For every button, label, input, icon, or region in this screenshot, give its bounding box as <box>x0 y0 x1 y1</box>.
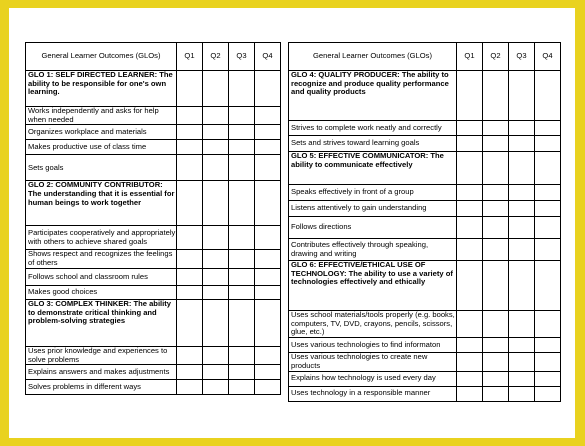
q2-cell[interactable] <box>483 201 509 217</box>
q4-cell[interactable] <box>535 71 561 121</box>
q1-cell[interactable] <box>177 250 203 268</box>
q4-cell[interactable] <box>535 386 561 401</box>
q1-cell[interactable] <box>457 353 483 371</box>
q4-cell[interactable] <box>255 140 281 155</box>
outcome-row <box>289 201 561 217</box>
q2-cell[interactable] <box>483 71 509 121</box>
q4-cell[interactable] <box>535 121 561 136</box>
glo-6-title: GLO 6: EFFECTIVE/ETHICAL USE OF TECHNOLOGY: The ability to use a variety of technologies effectively and ethically <box>289 261 457 311</box>
outcome-label: Participates cooperatively and appropriately with others to achieve shared goals <box>26 226 177 250</box>
q3-cell[interactable] <box>509 201 535 217</box>
q4-cell[interactable] <box>255 71 281 107</box>
q1-cell[interactable] <box>177 140 203 155</box>
outcome-row <box>26 365 281 380</box>
q1-cell[interactable] <box>457 121 483 136</box>
header-row <box>26 43 281 71</box>
header-q1: Q1 <box>177 43 203 71</box>
glo-5-title: GLO 5: EFFECTIVE COMMUNICATOR: The ability to communicate effectively <box>289 152 457 185</box>
outcome-row <box>289 185 561 201</box>
q1-cell[interactable] <box>457 217 483 239</box>
outcome-label: Makes productive use of class time <box>26 140 177 155</box>
q2-cell[interactable] <box>203 285 229 299</box>
outcome-row <box>289 338 561 353</box>
q3-cell[interactable] <box>229 285 255 299</box>
outcome-row <box>26 250 281 268</box>
outcome-row <box>289 353 561 371</box>
outcome-label: Speaks effectively in front of a group <box>289 185 457 201</box>
outcome-row <box>26 140 281 155</box>
q1-cell[interactable] <box>457 185 483 201</box>
q4-cell[interactable] <box>535 185 561 201</box>
header-q3: Q3 <box>229 43 255 71</box>
q4-cell[interactable] <box>255 285 281 299</box>
q1-cell[interactable] <box>457 239 483 261</box>
glo-3-title: GLO 3: COMPLEX THINKER: The ability to demonstrate critical thinking and problem-solving strategies <box>26 299 177 346</box>
q2-cell[interactable] <box>483 121 509 136</box>
q1-cell[interactable] <box>177 346 203 364</box>
outcome-row <box>26 107 281 125</box>
q3-cell[interactable] <box>229 268 255 285</box>
q4-cell[interactable] <box>535 371 561 386</box>
q3-cell[interactable] <box>229 140 255 155</box>
q1-cell[interactable] <box>177 299 203 346</box>
q3-cell[interactable] <box>509 386 535 401</box>
q4-cell[interactable] <box>255 107 281 125</box>
outcome-row <box>26 226 281 250</box>
outcome-label: Listens attentively to gain understanding <box>289 201 457 217</box>
q1-cell[interactable] <box>177 125 203 140</box>
q4-cell[interactable] <box>535 311 561 338</box>
outcome-row <box>289 239 561 261</box>
q2-cell[interactable] <box>203 365 229 380</box>
header-q4: Q4 <box>535 43 561 71</box>
outcome-label: Sets and strives toward learning goals <box>289 136 457 152</box>
q3-cell[interactable] <box>509 239 535 261</box>
header-q3: Q3 <box>509 43 535 71</box>
header-q1: Q1 <box>457 43 483 71</box>
q4-cell[interactable] <box>535 136 561 152</box>
q2-cell[interactable] <box>203 125 229 140</box>
q1-cell[interactable] <box>177 365 203 380</box>
q4-cell[interactable] <box>255 125 281 140</box>
header-q4: Q4 <box>255 43 281 71</box>
header-row <box>289 43 561 71</box>
glo-2-title: GLO 2: COMMUNITY CONTRIBUTOR: The understanding that it is essential for human beings to work together <box>26 181 177 226</box>
q3-cell[interactable] <box>229 107 255 125</box>
outcome-row <box>289 217 561 239</box>
q1-cell[interactable] <box>457 371 483 386</box>
q4-cell[interactable] <box>255 346 281 364</box>
q1-cell[interactable] <box>177 268 203 285</box>
glo-row <box>26 181 281 226</box>
q4-cell[interactable] <box>255 250 281 268</box>
outcome-row <box>26 285 281 299</box>
q4-cell[interactable] <box>255 299 281 346</box>
outcome-row <box>289 371 561 386</box>
q4-cell[interactable] <box>535 201 561 217</box>
q3-cell[interactable] <box>509 121 535 136</box>
q2-cell[interactable] <box>203 140 229 155</box>
outcome-label: Uses various technologies to create new products <box>289 353 457 371</box>
glo-table-right <box>288 42 561 402</box>
q3-cell[interactable] <box>509 338 535 353</box>
outcome-label: Works independently and asks for help when needed <box>26 107 177 125</box>
outcome-row <box>289 136 561 152</box>
outcome-row <box>26 125 281 140</box>
glo-row <box>26 71 281 107</box>
q4-cell[interactable] <box>255 226 281 250</box>
header-outcomes: General Learner Outcomes (GLOs) <box>26 43 177 71</box>
q2-cell[interactable] <box>483 386 509 401</box>
q1-cell[interactable] <box>177 285 203 299</box>
q1-cell[interactable] <box>457 71 483 121</box>
q3-cell[interactable] <box>509 136 535 152</box>
q2-cell[interactable] <box>203 181 229 226</box>
header-q2: Q2 <box>483 43 509 71</box>
q2-cell[interactable] <box>483 217 509 239</box>
q2-cell[interactable] <box>483 261 509 311</box>
q2-cell[interactable] <box>203 226 229 250</box>
q3-cell[interactable] <box>229 71 255 107</box>
q1-cell[interactable] <box>177 380 203 395</box>
q2-cell[interactable] <box>483 353 509 371</box>
outcome-label: Strives to complete work neatly and correctly <box>289 121 457 136</box>
q1-cell[interactable] <box>457 386 483 401</box>
q2-cell[interactable] <box>203 155 229 181</box>
header-outcomes: General Learner Outcomes (GLOs) <box>289 43 457 71</box>
q2-cell[interactable] <box>203 380 229 395</box>
q1-cell[interactable] <box>457 152 483 185</box>
outcome-row <box>26 346 281 364</box>
q1-cell[interactable] <box>457 338 483 353</box>
q4-cell[interactable] <box>535 239 561 261</box>
q2-cell[interactable] <box>483 239 509 261</box>
q4-cell[interactable] <box>535 152 561 185</box>
q1-cell[interactable] <box>177 155 203 181</box>
q1-cell[interactable] <box>457 311 483 338</box>
q2-cell[interactable] <box>483 152 509 185</box>
outcome-row <box>26 380 281 395</box>
glo-row <box>289 71 561 121</box>
q3-cell[interactable] <box>229 346 255 364</box>
outcome-label: Shows respect and recognizes the feelings of others <box>26 250 177 268</box>
outcome-label: Contributes effectively through speaking, drawing and writing <box>289 239 457 261</box>
outcome-label: Explains answers and makes adjustments <box>26 365 177 380</box>
q4-cell[interactable] <box>535 338 561 353</box>
outcome-label: Uses various technologies to find informaton <box>289 338 457 353</box>
q2-cell[interactable] <box>203 299 229 346</box>
q3-cell[interactable] <box>229 226 255 250</box>
outcome-row <box>289 121 561 136</box>
glo-row <box>289 152 561 185</box>
outcome-row <box>26 268 281 285</box>
q1-cell[interactable] <box>457 136 483 152</box>
q3-cell[interactable] <box>509 311 535 338</box>
q4-cell[interactable] <box>255 380 281 395</box>
q2-cell[interactable] <box>483 338 509 353</box>
outcome-label: Uses prior knowledge and experiences to solve problems <box>26 346 177 364</box>
q4-cell[interactable] <box>255 155 281 181</box>
outcome-row <box>26 155 281 181</box>
outcome-label: Follows school and classroom rules <box>26 268 177 285</box>
outcome-label: Uses technology in a responsible manner <box>289 386 457 401</box>
q1-cell[interactable] <box>177 226 203 250</box>
outcome-label: Solves problems in different ways <box>26 380 177 395</box>
q3-cell[interactable] <box>509 371 535 386</box>
q1-cell[interactable] <box>177 71 203 107</box>
outcome-label: Organizes workplace and materials <box>26 125 177 140</box>
outcome-label: Sets goals <box>26 155 177 181</box>
report-card-sheet <box>9 8 575 438</box>
q1-cell[interactable] <box>457 261 483 311</box>
q3-cell[interactable] <box>509 152 535 185</box>
q3-cell[interactable] <box>229 155 255 181</box>
q1-cell[interactable] <box>177 107 203 125</box>
q3-cell[interactable] <box>509 185 535 201</box>
q3-cell[interactable] <box>509 71 535 121</box>
q3-cell[interactable] <box>229 181 255 226</box>
q2-cell[interactable] <box>483 185 509 201</box>
q4-cell[interactable] <box>535 353 561 371</box>
q4-cell[interactable] <box>255 268 281 285</box>
q2-cell[interactable] <box>483 136 509 152</box>
q4-cell[interactable] <box>255 365 281 380</box>
q1-cell[interactable] <box>177 181 203 226</box>
glo-4-title: GLO 4: QUALITY PRODUCER: The ability to recognize and produce quality performance and quality products <box>289 71 457 121</box>
outcome-label: Uses school materials/tools properly (e.g. books, computers, TV, DVD, crayons, pencils, scissors, glue, etc.) <box>289 311 457 338</box>
glo-row <box>289 261 561 311</box>
q4-cell[interactable] <box>255 181 281 226</box>
q2-cell[interactable] <box>203 268 229 285</box>
q3-cell[interactable] <box>509 353 535 371</box>
q3-cell[interactable] <box>229 299 255 346</box>
outcome-label: Follows directions <box>289 217 457 239</box>
q3-cell[interactable] <box>509 217 535 239</box>
q2-cell[interactable] <box>203 107 229 125</box>
outcome-label: Makes good choices <box>26 285 177 299</box>
q4-cell[interactable] <box>535 261 561 311</box>
q2-cell[interactable] <box>483 371 509 386</box>
q3-cell[interactable] <box>509 261 535 311</box>
q3-cell[interactable] <box>229 365 255 380</box>
q3-cell[interactable] <box>229 250 255 268</box>
q4-cell[interactable] <box>535 217 561 239</box>
q2-cell[interactable] <box>203 71 229 107</box>
q3-cell[interactable] <box>229 125 255 140</box>
q2-cell[interactable] <box>483 311 509 338</box>
glo-table-left <box>25 42 281 395</box>
q2-cell[interactable] <box>203 346 229 364</box>
outcome-row <box>289 386 561 401</box>
glo-row <box>26 299 281 346</box>
glo-1-title: GLO 1: SELF DIRECTED LEARNER: The ability to be responsible for one's own learning. <box>26 71 177 107</box>
q3-cell[interactable] <box>229 380 255 395</box>
q1-cell[interactable] <box>457 201 483 217</box>
q2-cell[interactable] <box>203 250 229 268</box>
header-q2: Q2 <box>203 43 229 71</box>
outcome-label: Explains how technology is used every day <box>289 371 457 386</box>
outcome-row <box>289 311 561 338</box>
